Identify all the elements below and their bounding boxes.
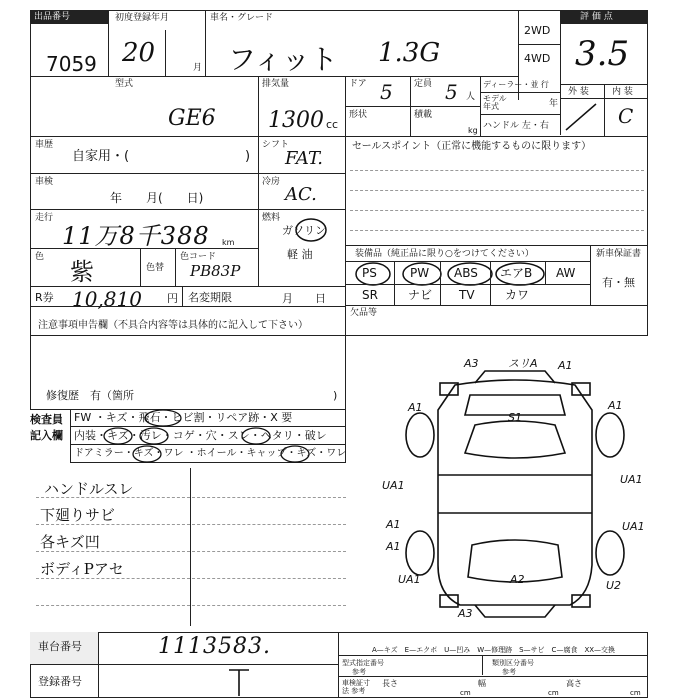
inspector-label-2: 記入欄	[30, 429, 63, 442]
inspector-label-1: 検査員	[30, 413, 63, 426]
car-name: フィット	[228, 43, 338, 76]
height-label: 高さ	[566, 679, 582, 688]
lot-number: 7059	[46, 52, 97, 76]
mileage-value: 11万8千388	[62, 222, 210, 250]
recycle-label: R券	[35, 291, 54, 304]
first-reg-label: 初度登録年月	[115, 13, 170, 23]
lot-number-label: 出品番号	[34, 12, 71, 22]
color-code: PB83P	[190, 262, 241, 280]
shift-label: シフト	[262, 140, 290, 150]
equipment-aw: AW	[556, 266, 576, 280]
cert-label-1: 型式指定番号	[342, 659, 384, 667]
length-unit: cm	[460, 689, 471, 697]
recycle-value: 10,810	[72, 287, 142, 311]
equipment-tv: TV	[459, 288, 475, 302]
name-grade-label: 車名・グレード	[210, 13, 274, 23]
cc-unit: cc	[326, 118, 339, 131]
mileage-label: 走行	[35, 213, 54, 223]
caution-label: 注意事項申告欄（不具合内容等は具体的に記入して下さい）	[38, 320, 308, 331]
color-code-label: 色コード	[180, 252, 217, 262]
model-label: 型式	[115, 79, 134, 89]
cert-ref-1: 参考	[352, 668, 366, 676]
drive-4wd: 4WD	[524, 52, 551, 65]
repair-close: )	[333, 389, 338, 402]
interior-label: 内 装	[612, 87, 633, 97]
mark-ua1-right-2: UA1	[622, 520, 645, 533]
inspection-value: 年 月( 日)	[110, 191, 204, 205]
mark-s1: S1	[508, 411, 522, 424]
width-label: 幅	[478, 679, 486, 688]
equipment-airbag: エアB	[500, 266, 533, 280]
capacity: 5	[445, 80, 458, 104]
mark-ua1-left-rear: UA1	[398, 573, 421, 586]
car-damage-diagram	[380, 355, 650, 620]
km-unit: km	[222, 238, 235, 247]
chassis-label: 車台番号	[38, 640, 82, 653]
grade: 1.3G	[378, 38, 441, 68]
inspector-row1: FW ・キズ・飛石・ヒビ割・リペア跡・X 要	[74, 411, 293, 424]
yen-unit: 円	[167, 292, 178, 305]
mark-a3-rear: A3	[458, 607, 473, 620]
cert-ref-2: 参考	[502, 668, 516, 676]
equipment-navi: ナビ	[408, 288, 433, 302]
fuel-label: 燃料	[262, 213, 281, 223]
equipment-abs: ABS	[454, 266, 478, 280]
color-change-label: 色替	[146, 263, 165, 273]
inspector-row3: ドアミラー・キズ・ワレ ・ホイール・キャップ・キズ・ワレ	[74, 448, 347, 459]
mark-a1-top-right: A1	[558, 359, 573, 372]
length-label: 長さ	[382, 679, 398, 688]
equipment-label: 装備品（純正品に限り○をつけてください）	[355, 249, 534, 259]
fuel-diesel: 軽 油	[287, 248, 313, 261]
note-1: ハンドルスレ	[44, 480, 134, 498]
warranty-label: 新車保証書	[596, 249, 642, 259]
aircon-value: AC.	[285, 184, 317, 205]
displacement: 1300	[268, 108, 324, 133]
doors: 5	[380, 80, 393, 104]
sales-point-label: セールスポイント（正常に機能するものに限ります）	[352, 141, 592, 152]
size-label: 車検証寸法 参考	[342, 679, 370, 695]
handle-label: ハンドル 左・右	[483, 121, 549, 131]
width-unit: cm	[548, 689, 559, 697]
mark-a1-left-3: A1	[386, 540, 401, 553]
name-change-label: 名変期限	[188, 291, 232, 304]
aircon-label: 冷房	[262, 177, 281, 187]
mark-a3-top: A3	[464, 357, 479, 370]
equipment-sr: SR	[362, 288, 378, 302]
person-unit: 人	[466, 92, 476, 102]
equipment-ps: PS	[362, 266, 377, 280]
kg-unit: kg	[468, 126, 478, 135]
note-3: 各キズ凹	[40, 533, 100, 551]
model-year-label: モデル 年式	[483, 94, 507, 111]
door-label: ドア	[349, 79, 367, 89]
interior-grade: C	[618, 104, 634, 128]
mark-ua1-right-1: UA1	[620, 473, 643, 486]
note-2: 下廻りサビ	[40, 506, 116, 524]
missing-label: 欠品等	[350, 308, 378, 318]
name-change-value: 月 日	[282, 292, 326, 305]
fuel-gasoline: ガソリン	[282, 224, 326, 237]
warranty-value: 有・無	[602, 276, 635, 289]
first-reg-year: 20	[122, 38, 156, 68]
history-value: 自家用・(	[72, 149, 130, 164]
repair-label: 修復歴 有（箇所	[46, 389, 134, 402]
exterior-label: 外 装	[568, 87, 589, 97]
chassis-value: 1113583.	[158, 634, 271, 659]
history-close: )	[245, 149, 251, 164]
height-unit: cm	[630, 689, 641, 697]
inspector-row2: 内装・キズ・汚レ・コゲ・穴・スレ・ヘタリ・破レ	[74, 429, 327, 442]
inspection-label: 車検	[35, 177, 54, 187]
mark-sura-top: スリA	[508, 357, 538, 370]
month-unit: 月	[193, 63, 203, 73]
shift-value: FAT.	[285, 148, 324, 169]
note-4: ボディPアセ	[40, 560, 124, 578]
mark-ua1-left-1: UA1	[382, 479, 405, 492]
year-unit: 年	[549, 99, 559, 109]
color-value: 紫	[70, 258, 94, 286]
model: GE6	[168, 106, 216, 131]
mark-a1-left-front: A1	[408, 401, 423, 414]
damage-legend: A—キズ E—エクボ U—凹み W—修理跡 S—サビ C—腐食 XX—交換	[372, 646, 616, 654]
mark-a2-rear: A2	[510, 573, 525, 586]
dealer-label: ディーラー・並 行	[483, 80, 549, 89]
displacement-label: 排気量	[262, 79, 290, 89]
drive-2wd: 2WD	[524, 24, 551, 37]
mark-a1-right-front: A1	[608, 399, 623, 412]
score: 3.5	[575, 34, 630, 74]
reg-label: 登録番号	[38, 675, 82, 688]
load-label: 積載	[414, 110, 433, 120]
capacity-label: 定員	[414, 79, 433, 89]
equipment-pw: PW	[410, 266, 430, 280]
equipment-leather: カワ	[505, 288, 530, 302]
mark-a1-left-2: A1	[386, 518, 401, 531]
shape-label: 形状	[349, 110, 368, 120]
color-label: 色	[35, 252, 45, 262]
history-label: 車歴	[35, 140, 54, 150]
score-label: 評 価 点	[580, 12, 613, 22]
mark-u2-rear: U2	[606, 579, 622, 592]
cert-label-2: 類別区分番号	[492, 659, 534, 667]
